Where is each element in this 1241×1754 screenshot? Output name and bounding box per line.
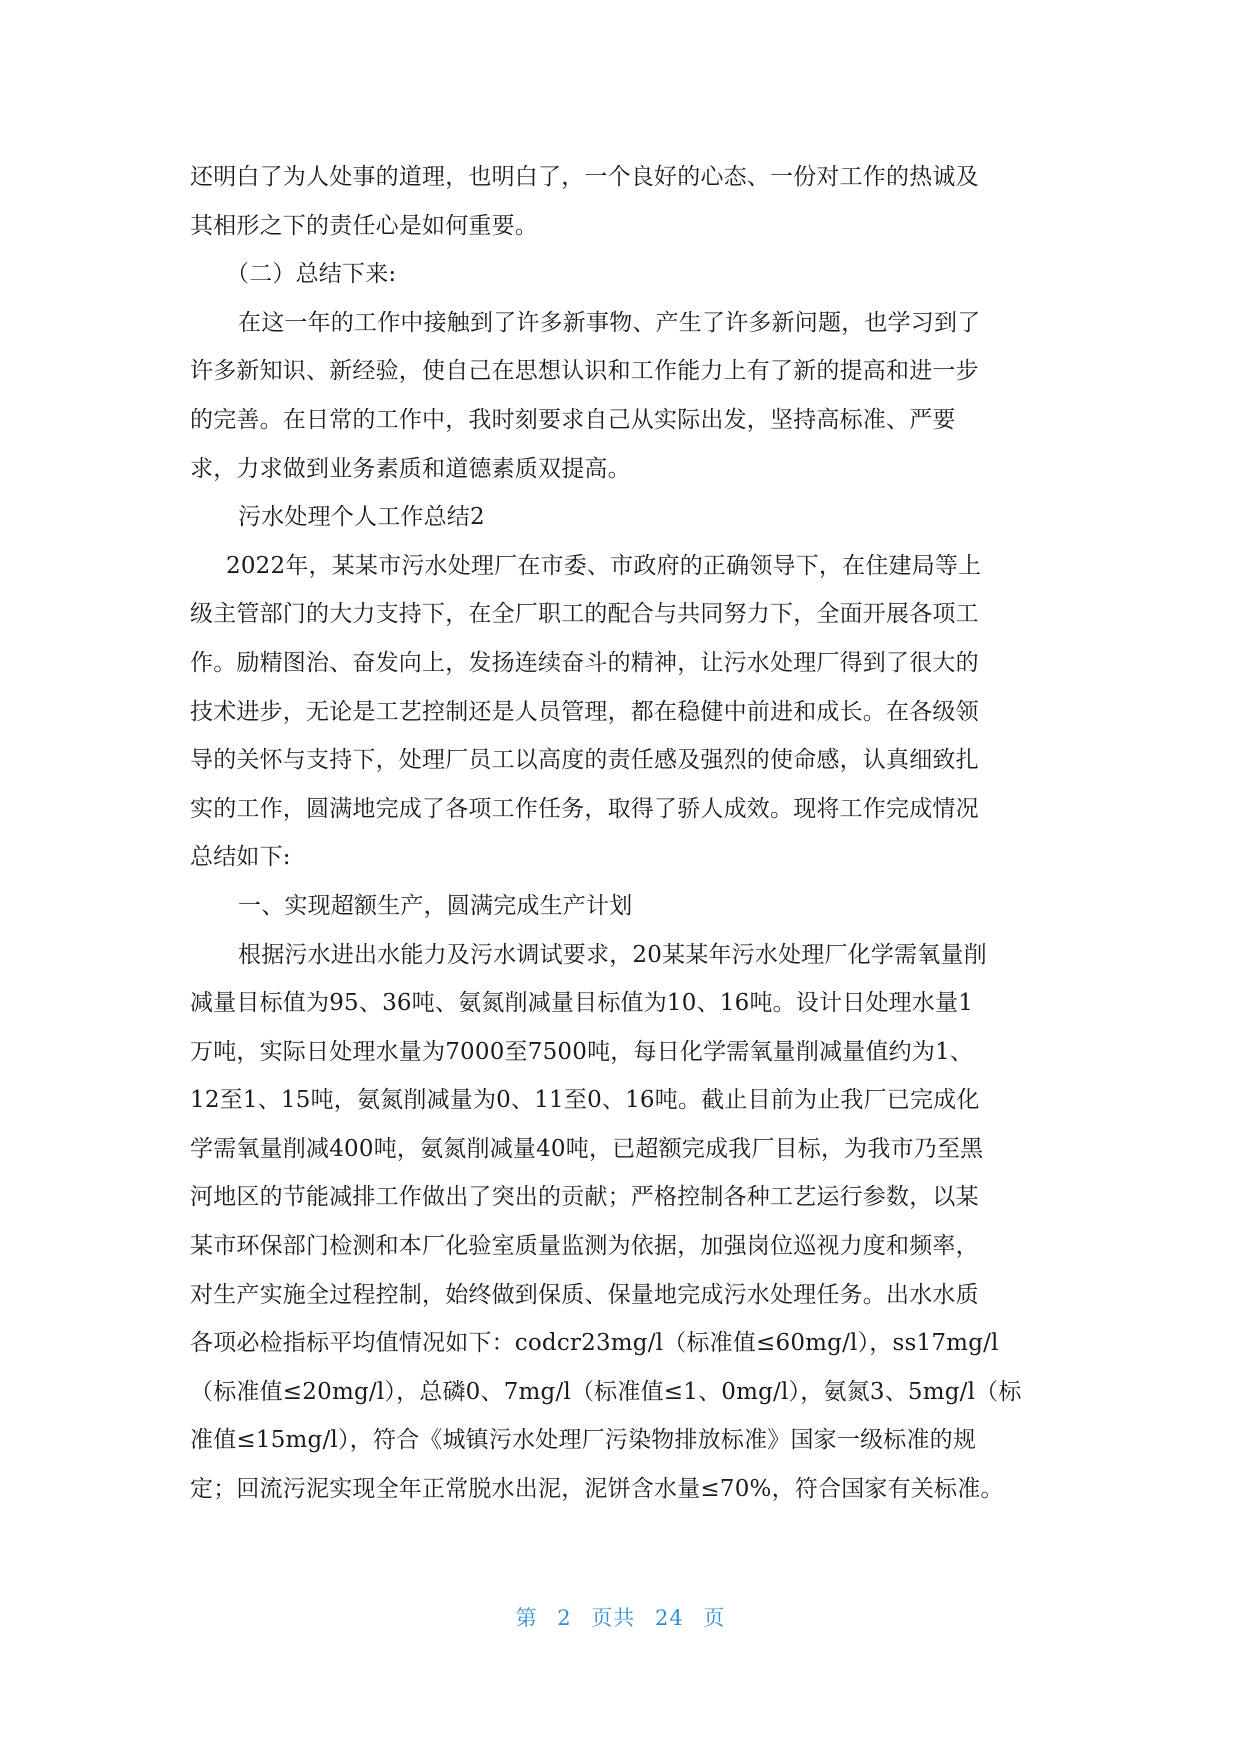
paragraph-line: 许多新知识、新经验，使自己在思想认识和工作能力上有了新的提高和进一步 — [190, 358, 979, 385]
paragraph-line: 学需氧量削减400吨，氨氮削减量40吨，已超额完成我厂目标，为我市乃至黑 — [190, 1135, 984, 1162]
paragraph-line: 万吨，实际日处理水量为7000至7500吨，每日化学需氧量削减量值约为1、 — [190, 1038, 974, 1065]
total-pages-number: 24 — [655, 1606, 684, 1630]
paragraph-line: 定；回流污泥实现全年正常脱水出泥，泥饼含水量≤70%，符合国家有关标准。 — [190, 1476, 1004, 1503]
paragraph-line: 作。励精图治、奋发向上，发扬连续奋斗的精神，让污水处理厂得到了很大的 — [190, 649, 979, 676]
paragraph-line: 技术进步，无论是工艺控制还是人员管理，都在稳健中前进和成长。在各级领 — [190, 698, 979, 725]
paragraph-line: 在这一年的工作中接触到了许多新事物、产生了许多新问题，也学习到了 — [238, 309, 981, 336]
paragraph-line: 还明白了为人处事的道理，也明白了，一个良好的心态、一份对工作的热诚及 — [190, 164, 979, 190]
page-suffix: 页 — [703, 1606, 726, 1630]
paragraph-line: 准值≤15mg/l），符合《城镇污水处理厂污染物排放标准》国家一级标准的规 — [190, 1427, 977, 1454]
paragraph-line: 的完善。在日常的工作中，我时刻要求自己从实际出发，坚持高标准、严要 — [190, 406, 956, 433]
paragraph-line: 求，力求做到业务素质和道德素质双提高。 — [190, 455, 631, 482]
paragraph-line: 2022年，某某市污水处理厂在市委、市政府的正确领导下，在住建局等上 — [226, 552, 982, 579]
paragraph-line: 根据污水进出水能力及污水调试要求，20某某年污水处理厂化学需氧量削 — [238, 941, 987, 968]
paragraph-line: 对生产实施全过程控制，始终做到保质、保量地完成污水处理任务。出水水质 — [190, 1281, 979, 1308]
page-footer — [0, 1602, 1241, 1632]
paragraph-line: 减量目标值为95、36吨、氨氮削减量目标值为10、16吨。设计日处理水量1 — [190, 990, 974, 1017]
paragraph-line: 导的关怀与支持下，处理厂员工以高度的责任感及强烈的使命感，认真细致扎 — [190, 747, 979, 774]
paragraph-line: 河地区的节能减排工作做出了突出的贡献；严格控制各种工艺运行参数，以某 — [190, 1184, 979, 1211]
section-heading: 一、实现超额生产，圆满完成生产计划 — [238, 892, 633, 919]
paragraph-line: 级主管部门的大力支持下，在全厂职工的配合与共同努力下，全面开展各项工 — [190, 601, 979, 628]
current-page-number: 2 — [557, 1606, 572, 1630]
paragraph-line: 某市环保部门检测和本厂化验室质量监测为依据，加强岗位巡视力度和频率， — [190, 1233, 979, 1260]
page-middle: 页共 — [591, 1606, 636, 1630]
paragraph-line: 各项必检指标平均值情况如下：codcr23mg/l（标准值≤60mg/l），ss17mg/l — [190, 1330, 999, 1357]
paragraph-line: 其相形之下的责任心是如何重要。 — [190, 212, 538, 239]
paragraph-line: 实的工作，圆满地完成了各项工作任务，取得了骄人成效。现将工作完成情况 — [190, 795, 979, 822]
paragraph-line: 总结如下: — [190, 844, 291, 871]
section-heading: （二）总结下来: — [226, 261, 397, 288]
article-title: 污水处理个人工作总结2 — [238, 504, 485, 531]
paragraph-line: 12至1、15吨，氨氮削减量为0、11至0、16吨。截止目前为止我厂已完成化 — [190, 1087, 980, 1114]
page-prefix: 第 — [515, 1606, 538, 1630]
document-body — [190, 153, 1052, 1514]
paragraph-line: （标准值≤20mg/l），总磷0、7mg/l（标准值≤1、0mg/l），氨氮3、5mg/l（标 — [190, 1378, 1022, 1405]
